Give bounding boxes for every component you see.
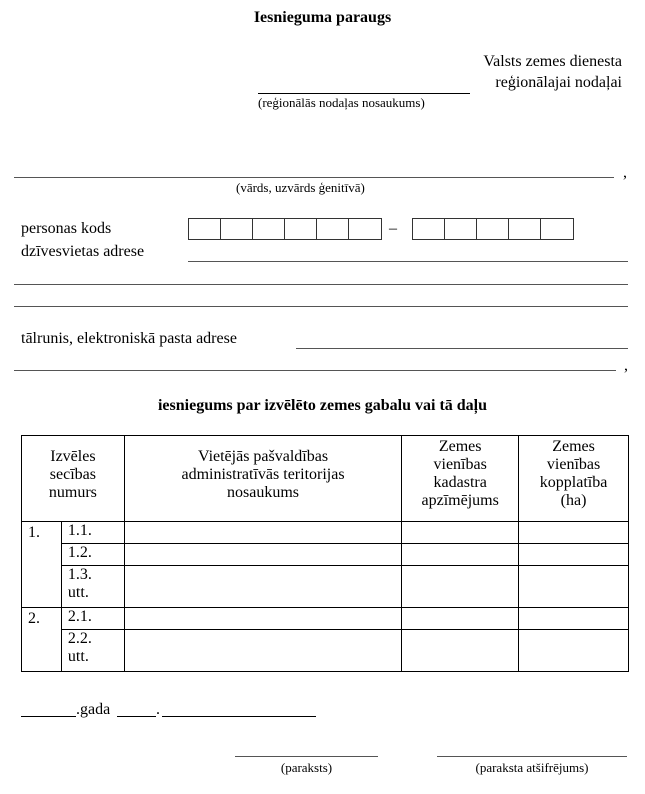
cadastral-cell[interactable] [402, 630, 519, 672]
signature-line[interactable] [235, 756, 378, 757]
area-cell[interactable] [519, 544, 629, 566]
sub-number-multi: 2.2. utt. [61, 630, 124, 672]
municipality-cell[interactable] [124, 608, 401, 630]
contact-line-2[interactable] [14, 370, 616, 371]
decoding-caption: (paraksta atšifrējums) [475, 760, 589, 775]
code-digit-box[interactable] [413, 219, 445, 239]
date-year-line[interactable] [162, 716, 316, 717]
municipality-cell[interactable] [124, 522, 401, 544]
personal-code-label: personas kods [21, 220, 112, 237]
table-row [22, 544, 629, 566]
header-total-area: Zemes vienības kopplatība (ha) [519, 436, 629, 522]
code-digit-box[interactable] [509, 219, 541, 239]
sub-number: 1.1. [61, 522, 124, 544]
header-municipality: Vietējās pašvaldības administratīvās teritorijas nosaukums [124, 436, 401, 522]
personal-code-boxes-first[interactable] [188, 218, 382, 240]
header-cadastral-designation: Zemes vienības kadastra apzīmējums [402, 436, 519, 522]
code-digit-box[interactable] [477, 219, 509, 239]
region-name-line[interactable] [258, 93, 470, 94]
code-digit-box[interactable] [541, 219, 573, 239]
recipient-line-1: Valsts zemes dienesta [483, 53, 622, 70]
date-dot: . [156, 701, 160, 718]
municipality-cell[interactable] [124, 630, 401, 672]
table-row [22, 522, 629, 544]
area-cell[interactable] [519, 630, 629, 672]
address-line-1[interactable] [188, 261, 628, 262]
municipality-cell[interactable] [124, 566, 401, 608]
area-cell[interactable] [519, 566, 629, 608]
code-digit-box[interactable] [189, 219, 221, 239]
area-cell[interactable] [519, 522, 629, 544]
form-title: Iesnieguma paraugs [253, 9, 392, 26]
land-plot-table [21, 435, 629, 672]
cadastral-cell[interactable] [402, 608, 519, 630]
signature-decoding-line[interactable] [437, 756, 627, 757]
personal-code-boxes-second[interactable] [412, 218, 574, 240]
cadastral-cell[interactable] [402, 566, 519, 608]
sub-number: 1.2. [61, 544, 124, 566]
code-separator: – [389, 220, 397, 237]
code-digit-box[interactable] [253, 219, 285, 239]
contact-comma: , [624, 357, 628, 374]
code-digit-box[interactable] [285, 219, 317, 239]
application-heading: iesniegums par izvēlēto zemes gabalu vai tā daļu [157, 397, 488, 414]
municipality-cell[interactable] [124, 544, 401, 566]
contact-label: tālrunis, elektroniskā pasta adrese [21, 330, 237, 347]
date-gada-label: .gada [76, 701, 111, 718]
sub-number-multi: 1.3. utt. [61, 566, 124, 608]
group-number: 1. [22, 522, 62, 608]
header-selection-number: Izvēles secības numurs [22, 436, 125, 522]
contact-line-1[interactable] [296, 348, 628, 349]
name-caption: (vārds, uzvārds ģenitīvā) [236, 180, 365, 195]
address-line-3[interactable] [14, 306, 628, 307]
sub-number: 2.1. [61, 608, 124, 630]
area-cell[interactable] [519, 608, 629, 630]
address-line-2[interactable] [14, 284, 628, 285]
date-month-line[interactable] [117, 716, 156, 717]
date-day-line[interactable] [21, 716, 76, 717]
cadastral-cell[interactable] [402, 522, 519, 544]
code-digit-box[interactable] [317, 219, 349, 239]
table-header-row [22, 436, 629, 522]
address-label: dzīvesvietas adrese [21, 243, 145, 260]
region-caption: (reģionālās nodaļas nosaukums) [258, 95, 425, 110]
signature-caption: (paraksts) [280, 760, 333, 775]
code-digit-box[interactable] [349, 219, 381, 239]
name-line[interactable] [14, 177, 614, 178]
table-row [22, 630, 629, 672]
table-row [22, 566, 629, 608]
code-digit-box[interactable] [445, 219, 477, 239]
recipient-line-2: reģionālajai nodaļai [495, 74, 622, 91]
name-comma: , [623, 164, 627, 181]
cadastral-cell[interactable] [402, 544, 519, 566]
code-digit-box[interactable] [221, 219, 253, 239]
group-number: 2. [22, 608, 62, 672]
table-row [22, 608, 629, 630]
